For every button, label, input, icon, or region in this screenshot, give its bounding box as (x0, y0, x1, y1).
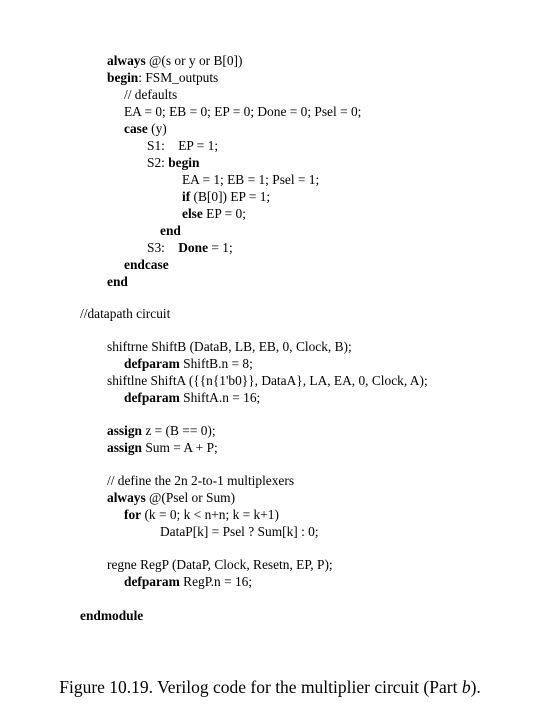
code-text: (k = 0; k < n+n; k = k+1) (141, 507, 279, 522)
code-text: z = (B == 0); (141, 423, 216, 438)
code-line (107, 70, 218, 86)
code-line (160, 223, 181, 239)
caption-italic-part: b (461, 677, 471, 697)
code-line (80, 306, 170, 322)
code-line (107, 490, 235, 506)
code-keyword: defparam (124, 356, 180, 371)
code-line (80, 608, 143, 624)
code-keyword: assign (107, 440, 142, 455)
code-line (107, 557, 333, 573)
code-line (107, 373, 428, 389)
figure-caption (0, 676, 540, 698)
code-text: @(s or y or B[0]) (145, 53, 243, 68)
code-keyword: else (182, 206, 203, 221)
code-keyword: assign (107, 423, 142, 438)
code-text: @(Psel or Sum) (145, 490, 236, 505)
code-text: regne RegP (DataP, Clock, Resetn, EP, P); (107, 557, 333, 572)
code-keyword: begin (107, 70, 139, 85)
code-line (147, 240, 233, 256)
code-text: : FSM_outputs (138, 70, 219, 85)
code-keyword: case (124, 121, 148, 136)
code-keyword: for (124, 507, 142, 522)
code-keyword: Done (178, 240, 209, 255)
code-text: DataP[k] = Psel ? Sum[k] : 0; (160, 524, 319, 539)
code-text: //datapath circuit (80, 306, 171, 321)
code-line (107, 53, 242, 69)
code-line (107, 423, 216, 439)
code-keyword: end (107, 274, 128, 289)
code-text: (B[0]) EP = 1; (190, 189, 271, 204)
code-text: Sum = A + P; (141, 440, 218, 455)
code-text: EP = 0; (202, 206, 246, 221)
code-keyword: if (182, 189, 191, 204)
code-text: // define the 2n 2-to-1 multiplexers (107, 473, 295, 488)
code-line (124, 257, 169, 273)
code-line (124, 390, 260, 406)
code-line (124, 87, 177, 103)
code-text: S1: EP = 1; (147, 138, 219, 153)
code-line (124, 574, 252, 590)
code-line (160, 524, 319, 540)
code-text: (y) (147, 121, 167, 136)
code-keyword: always (107, 490, 146, 505)
code-line (107, 473, 294, 489)
code-line (182, 172, 319, 188)
code-text: S3: (147, 240, 179, 255)
code-line (124, 121, 167, 137)
code-text: RegP.n = 16; (179, 574, 253, 589)
code-line (124, 507, 279, 523)
caption-text: Figure 10.19. Verilog code for the multiplier circuit (Part (59, 677, 462, 697)
code-line (147, 138, 218, 154)
code-line (182, 189, 270, 205)
code-keyword: end (160, 223, 181, 238)
code-keyword: begin (168, 155, 200, 170)
code-text: ShiftA.n = 16; (179, 390, 261, 405)
code-keyword: defparam (124, 574, 180, 589)
code-line (182, 206, 246, 222)
code-text: ShiftB.n = 8; (179, 356, 253, 371)
code-keyword: always (107, 53, 146, 68)
caption-suffix: ). (470, 677, 481, 697)
code-text: // defaults (124, 87, 178, 102)
code-line (147, 155, 199, 171)
code-text: EA = 1; EB = 1; Psel = 1; (182, 172, 320, 187)
code-text: EA = 0; EB = 0; EP = 0; Done = 0; Psel = 0; (124, 104, 362, 119)
code-keyword: endmodule (80, 608, 144, 623)
code-keyword: defparam (124, 390, 180, 405)
code-line (107, 274, 128, 290)
code-text: shiftrne ShiftB (DataB, LB, EB, 0, Clock, B); (107, 339, 352, 354)
code-text: S2: (147, 155, 169, 170)
code-line (107, 339, 352, 355)
code-keyword: endcase (124, 257, 169, 272)
code-line (124, 356, 253, 372)
code-line (107, 440, 218, 456)
code-text: = 1; (208, 240, 233, 255)
code-line (124, 104, 361, 120)
code-text: shiftlne ShiftA ({{n{1'b0}}, DataA}, LA, EA, 0, Clock, A); (107, 373, 428, 388)
